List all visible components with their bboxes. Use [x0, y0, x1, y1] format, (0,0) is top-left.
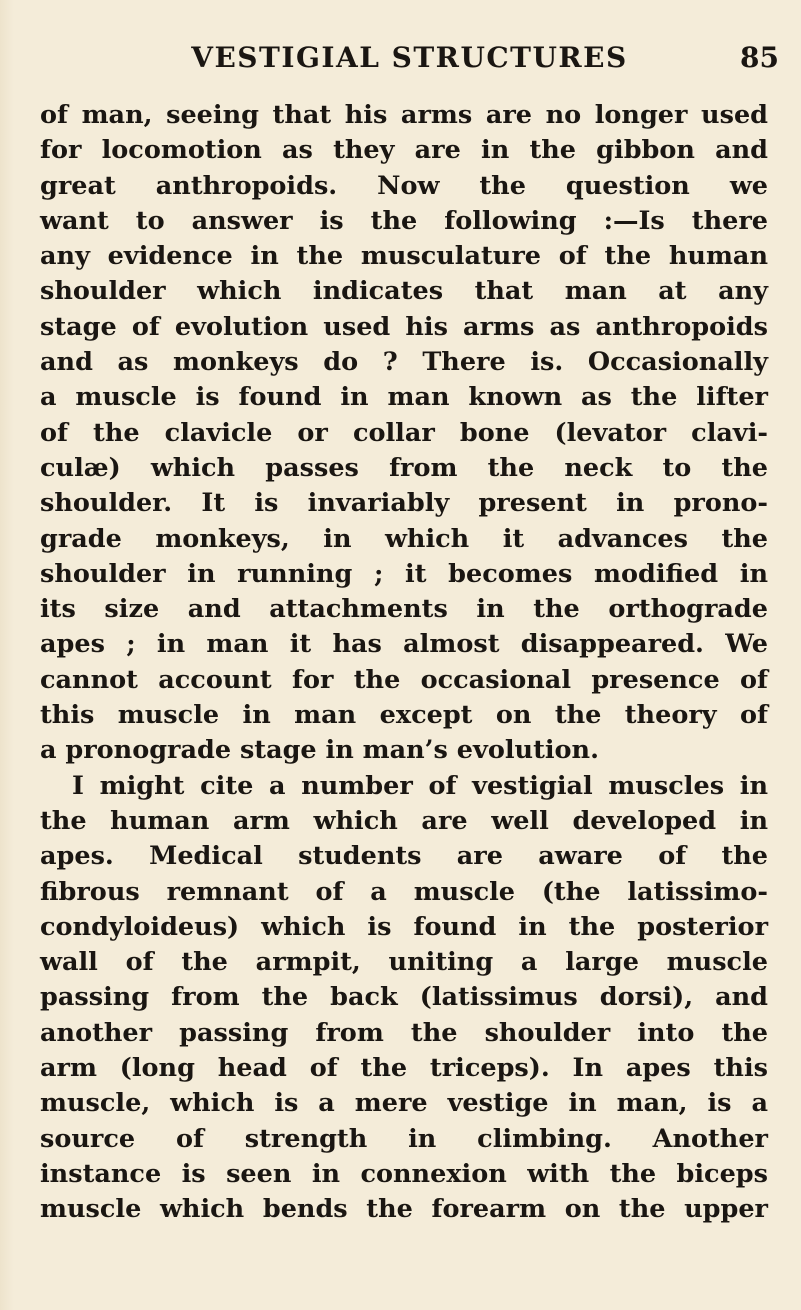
text-line: muscle which bends the forearm on the upper: [40, 1194, 768, 1225]
running-head: VESTIGIAL STRUCTURES: [191, 41, 628, 74]
text-line: muscle, which is a mere vestige in man, is a: [40, 1088, 768, 1119]
text-line: source of strength in climbing. Another: [40, 1123, 768, 1154]
text-line: stage of evolution used his arms as anthropoids: [40, 311, 768, 342]
text-line: grade monkeys, in which it advances the: [40, 523, 768, 554]
text-line: its size and attachments in the orthograde: [40, 594, 768, 625]
text-line: a pronograde stage in man’s evolution.: [40, 735, 599, 766]
text-line: apes ; in man it has almost disappeared. We: [40, 629, 768, 660]
page-header: [0, 38, 801, 78]
text-line: instance is seen in connexion with the biceps: [40, 1158, 768, 1189]
text-line: for locomotion as they are in the gibbon and: [40, 135, 768, 166]
text-line: shoulder. It is invariably present in prono-: [40, 488, 768, 519]
text-line: another passing from the shoulder into the: [40, 1017, 768, 1048]
text-line: condyloideus) which is found in the posterior: [40, 911, 768, 942]
text-line: of man, seeing that his arms are no longer used: [40, 100, 768, 130]
text-line: wall of the armpit, uniting a large muscle: [40, 947, 768, 978]
text-line: a muscle is found in man known as the lifter: [40, 382, 768, 413]
body-text: [40, 98, 768, 1228]
text-line: fibrous remnant of a muscle (the latissimo-: [40, 876, 768, 907]
text-line: arm (long head of the triceps). In apes this: [40, 1053, 768, 1084]
text-line: and as monkeys do ? There is. Occasionally: [40, 347, 768, 378]
text-line: cannot account for the occasional presence of: [40, 664, 768, 695]
text-line: of the clavicle or collar bone (levator clavi-: [40, 417, 768, 448]
text-line: great anthropoids. Now the question we: [40, 170, 768, 201]
text-line: any evidence in the musculature of the human: [40, 241, 768, 272]
text-line: I might cite a number of vestigial muscles in: [72, 770, 768, 801]
page-number: 85: [740, 41, 779, 74]
page-edge: [0, 0, 14, 1310]
text-line: want to answer is the following :—Is there: [40, 205, 768, 236]
text-line: culæ) which passes from the neck to the: [40, 452, 768, 483]
text-line: this muscle in man except on the theory of: [40, 700, 768, 731]
text-line: the human arm which are well developed in: [40, 805, 768, 836]
text-line: apes. Medical students are aware of the: [40, 841, 768, 872]
text-line: passing from the back (latissimus dorsi), and: [40, 982, 768, 1013]
text-line: shoulder which indicates that man at any: [40, 276, 768, 307]
text-line: shoulder in running ; it becomes modified in: [40, 558, 768, 589]
